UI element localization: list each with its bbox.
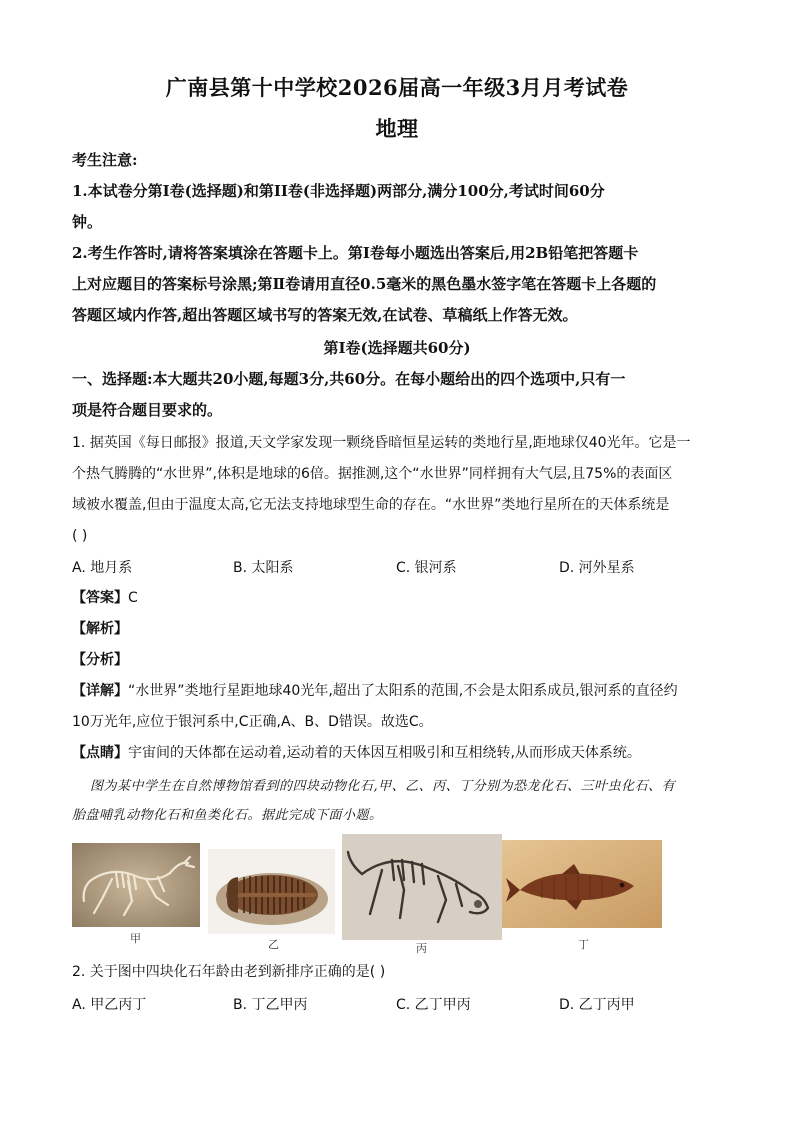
notice-item1-line1: 1.本试卷分第Ⅰ卷(选择题)和第II卷(非选择题)两部分,满分100分,考试时间60分 [72, 182, 605, 200]
q1-line1: 1. 据英国《每日邮报》报道,天文学家发现一颗绕昏暗恒星运转的类地行星,距地球仅40光年。它是一 [72, 435, 691, 451]
q1-line2: 个热气腾腾的“水世界”,体积是地球的6倍。据推测,这个“水世界”同样拥有大气层,且75%的表面区 [72, 466, 673, 482]
subject-title: 地理 [375, 116, 419, 141]
notice-heading: 考生注意: [72, 151, 138, 169]
point-text: 宇宙间的天体都在运动着,运动着的天体因互相吸引和互相绕转,从而形成天体系统。 [128, 745, 641, 761]
q1-option-a: A. 地月系 [72, 560, 133, 576]
caption-jia: 甲 [130, 932, 141, 945]
q2-option-c: C. 乙丁甲丙 [396, 997, 471, 1013]
q1-option-b: B. 太阳系 [233, 560, 294, 576]
answer-value: C [128, 590, 138, 606]
q1-line4: ( ) [72, 528, 88, 544]
fossil-dinosaur-image [72, 843, 200, 927]
section1-title: 第Ⅰ卷(选择题共60分) [323, 339, 471, 357]
notice-item2-line3: 答题区域内作答,超出答题区域书写的答案无效,在试卷、草稿纸上作答无效。 [72, 306, 578, 324]
notice-item2-line2: 上对应题目的答案标号涂黑;第Ⅱ卷请用直径0.5毫米的黑色墨水签字笔在答题卡上各题的 [72, 275, 657, 293]
caption-yi: 乙 [268, 938, 279, 951]
q1-option-c: C. 银河系 [396, 560, 457, 576]
q2-intro-line1: 图为某中学生在自然博物馆看到的四块动物化石,甲、乙、丙、丁分别为恐龙化石、三叶虫化石、有 [90, 779, 676, 794]
detail-tag: 【详解】 [72, 683, 128, 699]
q2-option-a: A. 甲乙丙丁 [72, 997, 147, 1013]
q2-option-d: D. 乙丁丙甲 [559, 997, 635, 1013]
analysis-tag: 【解析】 [72, 621, 128, 637]
fossil-mammal-image [342, 834, 502, 940]
q1-point-row [72, 743, 722, 763]
q1-detail-line1 [72, 681, 722, 701]
answer-tag: 【答案】 [72, 590, 128, 606]
q1-detail-line2: 10万光年,应位于银河系中,C正确,A、B、D错误。故选C。 [72, 714, 433, 730]
notice-item1-line2: 钟。 [72, 213, 103, 231]
notice-item2-line1: 2.考生作答时,请将答案填涂在答题卡上。第Ⅰ卷每小题选出答案后,用2B铅笔把答题卡 [72, 244, 639, 262]
q2-intro-line2: 胎盘哺乳动物化石和鱼类化石。据此完成下面小题。 [72, 808, 383, 823]
section1-instr-line1: 一、选择题:本大题共20小题,每题3分,共60分。在每小题给出的四个选项中,只有一 [72, 370, 626, 388]
caption-ding: 丁 [578, 938, 589, 951]
section1-instr-line2: 项是符合题目要求的。 [72, 401, 223, 419]
fenxi-tag: 【分析】 [72, 652, 128, 668]
exam-title: 广南县第十中学校2026届高一年级3月月考试卷 [165, 75, 629, 100]
detail-text1: “水世界”类地行星距地球40光年,超出了太阳系的范围,不会是太阳系成员,银河系的直径约 [128, 683, 678, 699]
q1-line3: 域被水覆盖,但由于温度太高,它无法支持地球型生命的存在。“水世界”类地行星所在的天体系统是 [72, 497, 670, 513]
point-tag: 【点睛】 [72, 745, 128, 761]
q1-option-d: D. 河外星系 [559, 560, 635, 576]
q2-option-b: B. 丁乙甲丙 [233, 997, 308, 1013]
fossil-fish-image [502, 840, 662, 928]
fossil-trilobite-image [208, 849, 335, 934]
q1-answer-row [72, 588, 722, 608]
caption-bing: 丙 [416, 942, 427, 955]
q2-stem: 2. 关于图中四块化石年龄由老到新排序正确的是( ) [72, 964, 386, 980]
